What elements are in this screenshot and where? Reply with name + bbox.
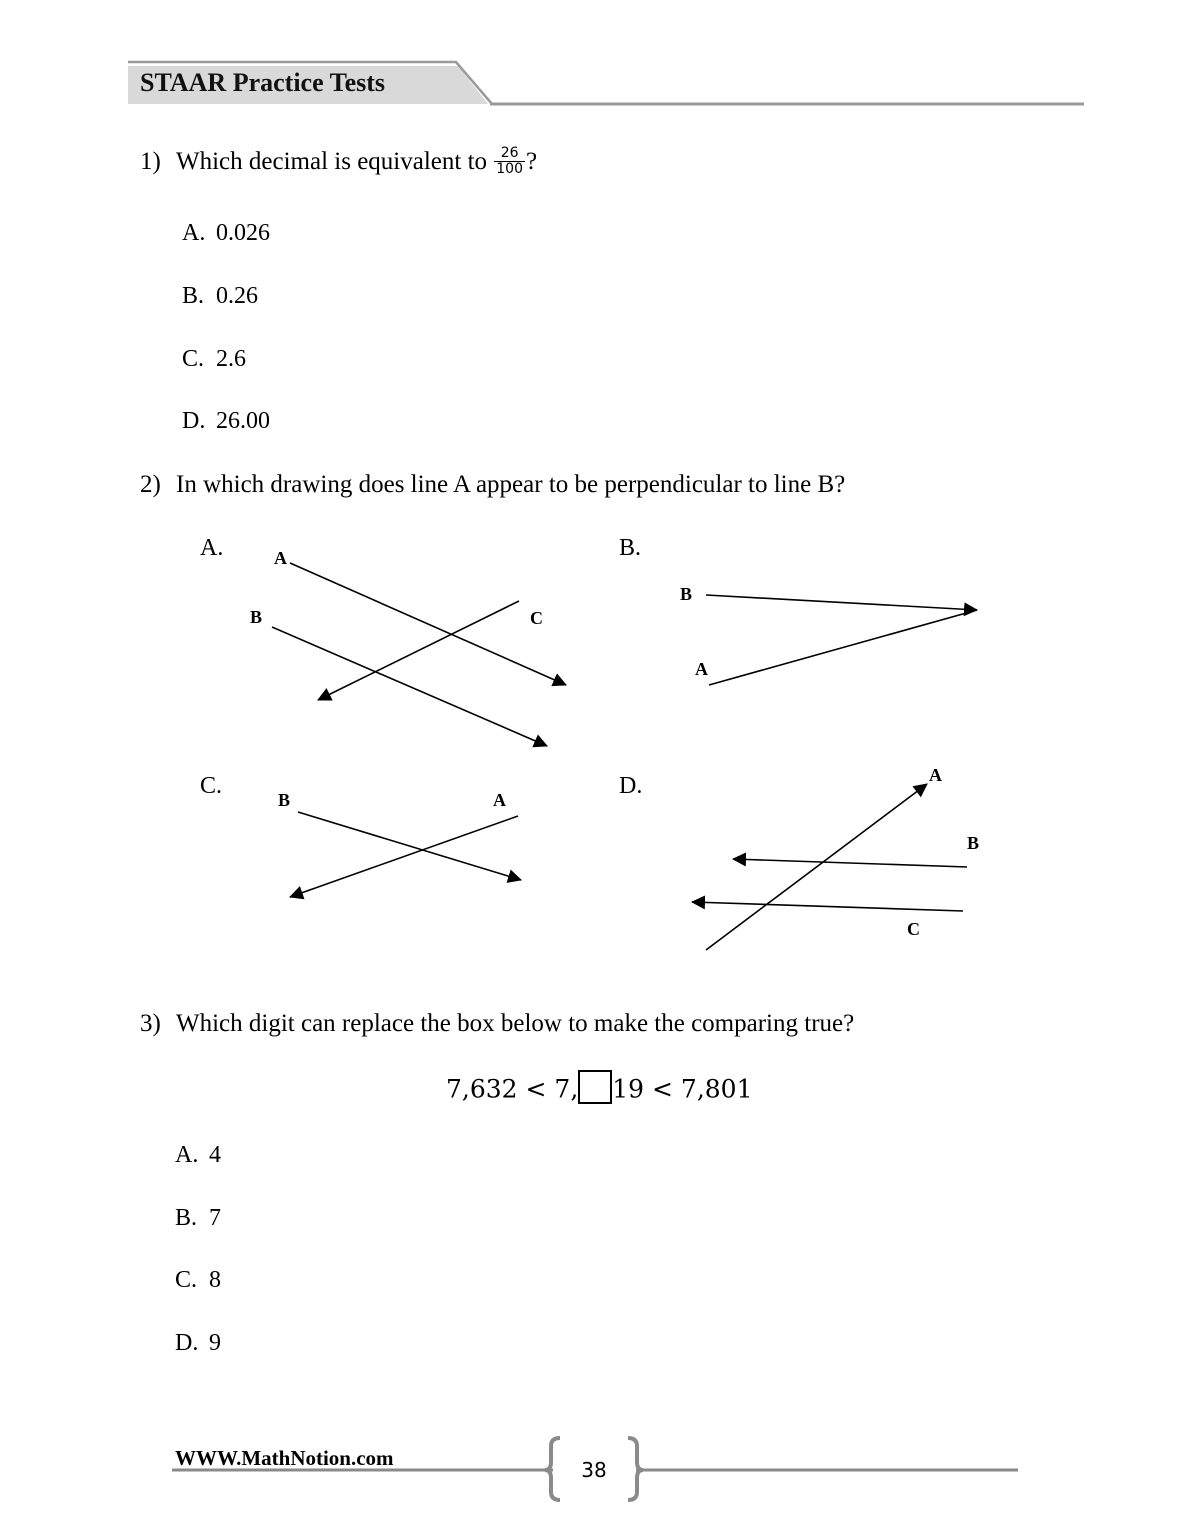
- option-text: 9: [209, 1330, 221, 1356]
- drawing-b-line-a: [709, 610, 977, 685]
- drawing-d-line-label-a: A: [929, 765, 942, 785]
- option-text: 8: [209, 1267, 221, 1293]
- question-3-text: Which digit can replace the box below to make the comparing true?: [176, 1010, 855, 1037]
- drawing-d-line-label-c: C: [907, 919, 920, 939]
- drawing-a-line-b: [272, 627, 547, 746]
- drawing-d-line-c: [692, 902, 963, 911]
- question-3-number: 3): [140, 1010, 161, 1037]
- footer-website[interactable]: WWW.MathNotion.com: [175, 1446, 394, 1470]
- drawing-c-line-b: [298, 812, 521, 880]
- option-letter: B.: [175, 1205, 198, 1231]
- question-3: [140, 1010, 854, 1038]
- drawing-d-line-b: [733, 859, 967, 867]
- q3-option-b[interactable]: [175, 1205, 221, 1232]
- drawing-a-label[interactable]: A.: [200, 535, 224, 561]
- option-letter: A.: [182, 220, 206, 246]
- drawing-d-line-label-b: B: [967, 833, 980, 853]
- option-text: 0.026: [216, 220, 270, 246]
- drawing-b-line-label-b: B: [680, 584, 693, 604]
- option-letter: A.: [175, 1142, 199, 1168]
- option-letter: D.: [182, 408, 206, 434]
- header-title: STAAR Practice Tests: [140, 68, 386, 97]
- drawing-d-label[interactable]: D.: [619, 773, 643, 799]
- drawing-d-line-a: [706, 784, 927, 950]
- option-text: 2.6: [216, 346, 246, 372]
- q3-option-d[interactable]: [175, 1330, 221, 1357]
- fraction-numerator: 26: [494, 146, 525, 162]
- option-text: 0.26: [216, 283, 258, 309]
- drawing-c-line-a: [290, 816, 518, 897]
- option-letter: C.: [182, 346, 205, 372]
- question-1-end: ?: [526, 148, 538, 176]
- drawing-b-line-b: [706, 595, 977, 610]
- q3-option-c[interactable]: [175, 1267, 221, 1294]
- option-letter: D.: [175, 1330, 199, 1356]
- inequality-right: 19 < 7,801: [612, 1074, 753, 1104]
- drawing-a-line-label-c: C: [530, 608, 543, 628]
- question-2-text: In which drawing does line A appear to be perpendicular to line B?: [176, 471, 846, 498]
- q3-option-a[interactable]: [175, 1142, 221, 1169]
- drawing-a-line-a: [290, 563, 566, 685]
- answer-box: [578, 1070, 612, 1104]
- drawing-a-line-label-a: A: [274, 548, 287, 568]
- inequality-left: 7,632 < 7,: [446, 1074, 579, 1104]
- question-2-number: 2): [140, 471, 161, 498]
- page-number: 38: [581, 1458, 607, 1482]
- drawing-c-line-label-b: B: [278, 790, 291, 810]
- drawing-a-line-label-b: B: [250, 607, 263, 627]
- question-1-number: 1): [140, 148, 161, 176]
- question-1-text: Which decimal is equivalent to: [176, 148, 488, 176]
- drawing-b-line-label-a: A: [695, 659, 708, 679]
- option-text: 26.00: [216, 408, 270, 434]
- drawing-b-label[interactable]: B.: [619, 535, 642, 561]
- option-text: 7: [209, 1205, 221, 1231]
- drawing-c-line-label-a: A: [493, 790, 506, 810]
- fraction-denominator: 100: [496, 161, 523, 177]
- drawing-c-label[interactable]: C.: [200, 773, 223, 799]
- option-letter: C.: [175, 1267, 198, 1293]
- option-letter: B.: [182, 283, 205, 309]
- inequality: [446, 1074, 753, 1108]
- option-text: 4: [209, 1142, 221, 1168]
